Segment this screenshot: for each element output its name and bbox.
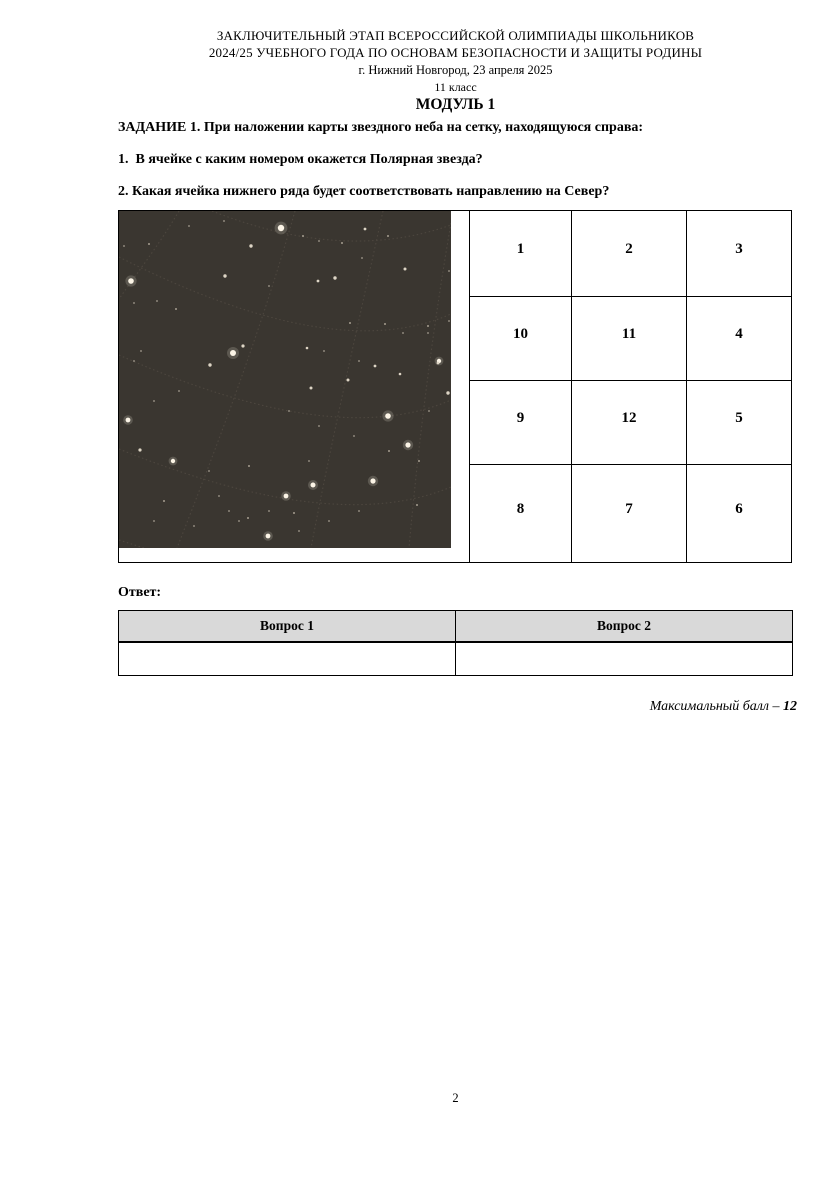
star — [218, 495, 220, 497]
grid-cell-2: 2 — [572, 211, 687, 297]
star — [364, 228, 367, 231]
star — [388, 450, 390, 452]
star — [278, 225, 284, 231]
answer-label: Ответ: — [118, 585, 162, 600]
star — [404, 268, 407, 271]
grid-cell-12: 12 — [572, 381, 687, 465]
grid-cell-4: 4 — [687, 297, 792, 381]
star — [188, 225, 190, 227]
star — [347, 379, 350, 382]
star — [448, 320, 450, 322]
star — [268, 285, 270, 287]
star — [428, 410, 430, 412]
star — [266, 534, 271, 539]
star — [247, 517, 249, 519]
star — [293, 512, 295, 514]
star — [163, 500, 165, 502]
star — [418, 460, 420, 462]
star — [288, 410, 290, 412]
grid-cell-9: 9 — [470, 381, 572, 465]
star — [385, 413, 391, 419]
star — [353, 435, 355, 437]
star — [405, 442, 410, 447]
star — [358, 360, 360, 362]
star — [126, 418, 131, 423]
star — [399, 373, 402, 376]
star — [238, 520, 240, 522]
star-grid-table — [118, 210, 792, 563]
star — [148, 243, 150, 245]
answer-cell-q2[interactable] — [456, 642, 793, 676]
star — [268, 510, 270, 512]
star — [156, 300, 158, 302]
star — [358, 510, 360, 512]
star — [416, 504, 418, 506]
grid-cell-7: 7 — [572, 465, 687, 563]
page-number: 2 — [452, 1091, 459, 1105]
task-question-2: 2. Какая ячейка нижнего ряда будет соответствовать направлению на Север? — [118, 184, 610, 199]
star — [323, 350, 325, 352]
max-score-note — [118, 699, 797, 715]
star — [171, 459, 175, 463]
star — [318, 425, 320, 427]
star — [302, 235, 304, 237]
header-line-2: 2024/25 УЧЕБНОГО ГОДА ПО ОСНОВАМ БЕЗОПАСНОСТИ И ЗАЩИТЫ РОДИНЫ — [208, 45, 703, 60]
star — [228, 510, 230, 512]
star — [133, 302, 135, 304]
header-line-grade: 11 класс — [434, 80, 477, 94]
star — [437, 362, 440, 365]
grid-cell-10: 10 — [470, 297, 572, 381]
task-intro: ЗАДАНИЕ 1. При наложении карты звездного неба на сетку, находящуюся справа: — [118, 120, 644, 135]
star — [223, 220, 225, 222]
star — [333, 276, 336, 279]
star — [223, 274, 226, 277]
star — [318, 240, 320, 242]
star — [306, 347, 309, 350]
star — [448, 270, 450, 272]
grid-cell-6: 6 — [687, 465, 792, 563]
star — [123, 245, 125, 247]
grid-cell-5: 5 — [687, 381, 792, 465]
star — [138, 448, 141, 451]
page-header — [118, 27, 793, 114]
star — [311, 483, 316, 488]
star — [193, 525, 195, 527]
star — [402, 332, 404, 334]
answer-header-q2: Вопрос 2 — [456, 611, 793, 643]
star — [128, 278, 134, 284]
star — [249, 244, 252, 247]
star — [427, 332, 429, 334]
star — [153, 400, 155, 402]
star — [140, 350, 142, 352]
star — [153, 520, 155, 522]
grid-cell-8: 8 — [470, 465, 572, 563]
header-line-1: ЗАКЛЮЧИТЕЛЬНЫЙ ЭТАП ВСЕРОССИЙСКОЙ ОЛИМПИАДЫ ШКОЛЬНИКОВ — [216, 28, 695, 43]
grid-cell-1: 1 — [470, 211, 572, 297]
star — [427, 325, 429, 327]
star — [298, 530, 300, 532]
star — [308, 460, 310, 462]
star — [175, 308, 177, 310]
star — [446, 391, 449, 394]
header-line-city-date: г. Нижний Новгород, 23 апреля 2025 — [358, 63, 553, 77]
star — [328, 520, 330, 522]
answer-header-q1: Вопрос 1 — [119, 611, 456, 643]
star — [208, 363, 211, 366]
star — [370, 478, 375, 483]
star-chart-image — [119, 211, 451, 548]
star — [310, 387, 313, 390]
star — [133, 360, 135, 362]
star-chart-cell — [119, 211, 470, 563]
max-score-text: Максимальный балл – — [649, 699, 783, 714]
grid-cell-3: 3 — [687, 211, 792, 297]
star — [341, 242, 343, 244]
star — [384, 323, 386, 325]
star — [178, 390, 180, 392]
star — [248, 465, 250, 467]
star — [317, 280, 320, 283]
max-score-value: 12 — [783, 699, 797, 714]
star — [230, 350, 236, 356]
answer-cell-q1[interactable] — [119, 642, 456, 676]
task-question-1: 1. В ячейке с каким номером окажется Полярная звезда? — [118, 152, 483, 167]
answer-table — [118, 610, 793, 676]
star — [241, 344, 244, 347]
star — [387, 235, 389, 237]
star — [208, 470, 210, 472]
star — [374, 365, 377, 368]
star — [349, 322, 351, 324]
module-title: МОДУЛЬ 1 — [415, 96, 496, 113]
star — [284, 494, 289, 499]
star — [361, 257, 363, 259]
grid-cell-11: 11 — [572, 297, 687, 381]
